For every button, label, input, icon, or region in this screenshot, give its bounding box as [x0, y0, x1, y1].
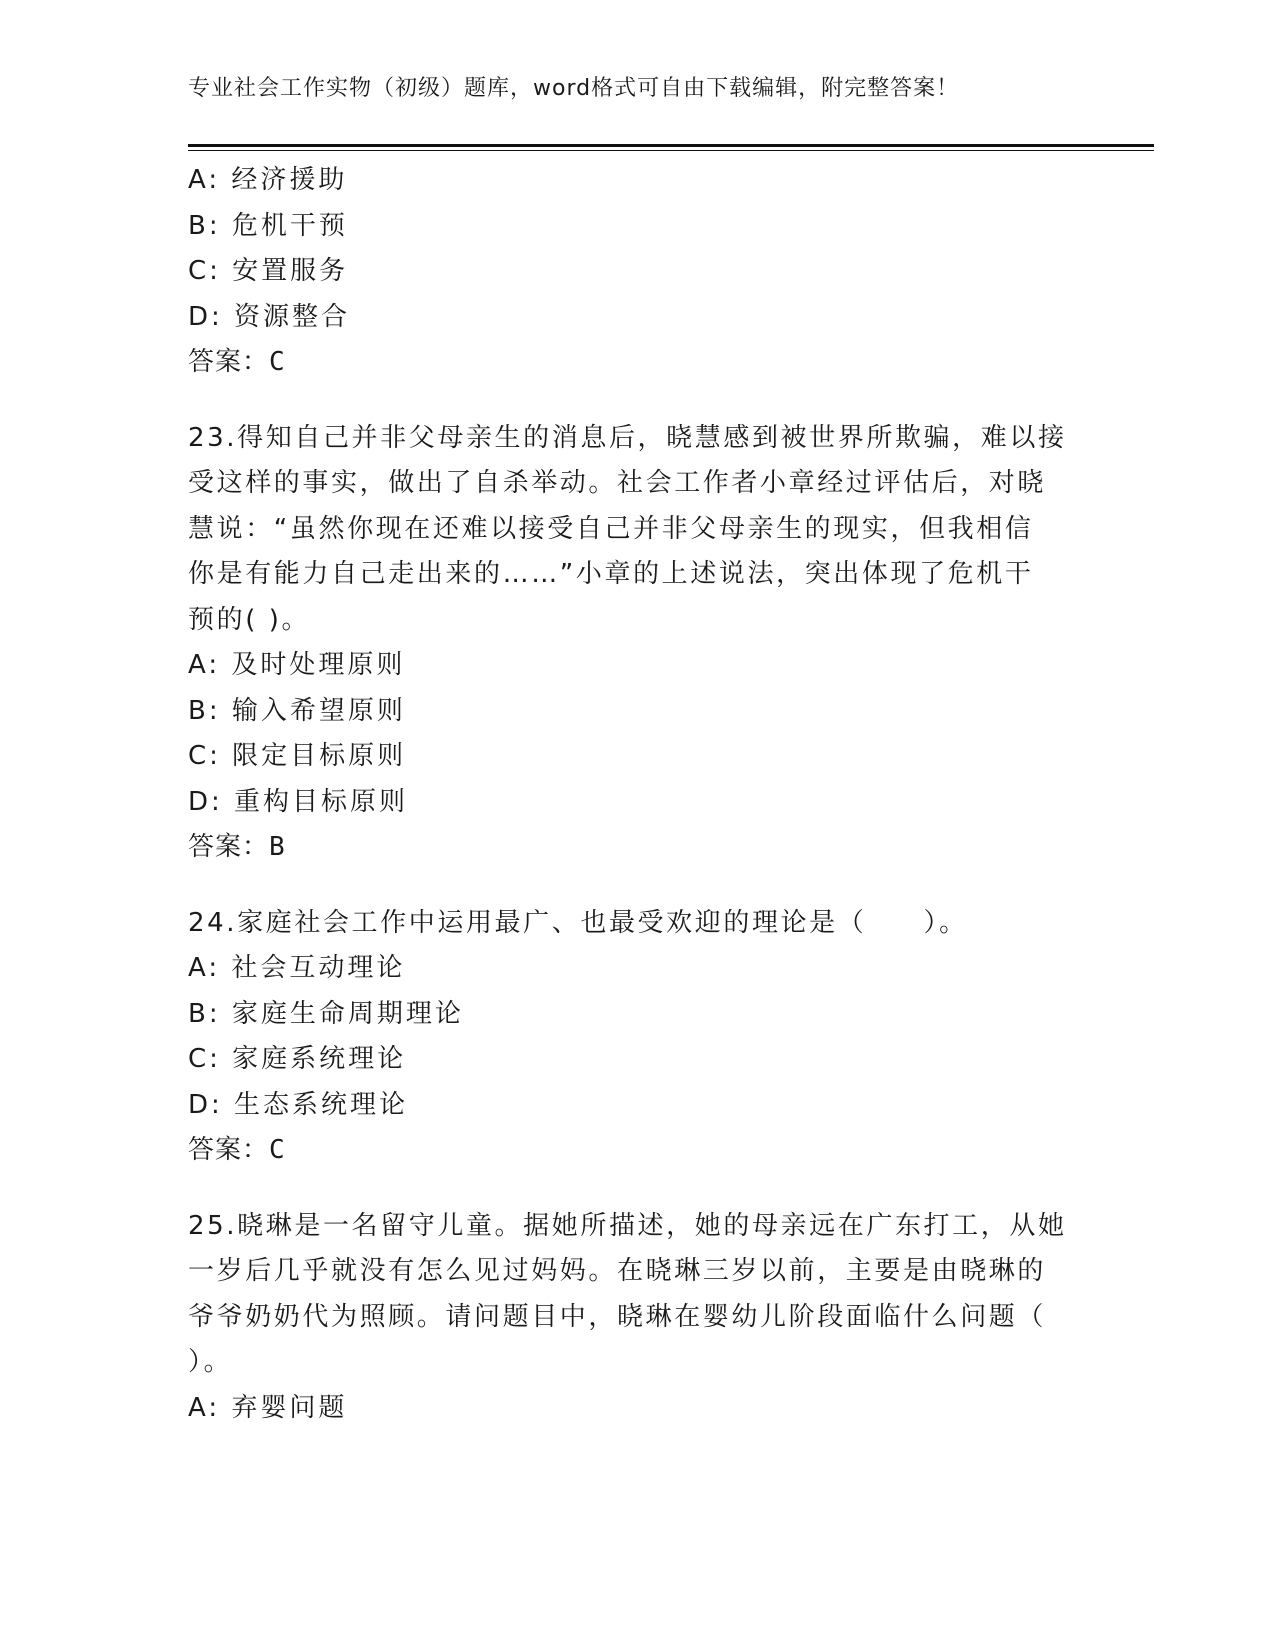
- answer-value: B: [269, 832, 286, 862]
- option-c: C: 限定目标原则: [188, 741, 407, 771]
- option-d: D: 重构目标原则: [188, 786, 409, 817]
- option-c: C: 安置服务: [188, 256, 349, 286]
- question-25: [188, 1204, 1088, 1432]
- option-a: A: 及时处理原则: [188, 650, 406, 680]
- stem-line: 24.家庭社会工作中运用最广、也最受欢迎的理论是（ ）。: [188, 907, 968, 938]
- option-b: B: 危机干预: [188, 210, 348, 241]
- page-header: 专业社会工作实物（初级）题库，word格式可自由下载编辑，附完整答案！: [188, 76, 960, 101]
- answer-line: [188, 340, 1088, 386]
- question-list: [188, 158, 1088, 1431]
- answer-label: 答案：: [188, 347, 270, 377]
- stem-line: 25.晓琳是一名留守儿童。据她所描述，她的母亲远在广东打工，从她: [188, 1210, 1067, 1241]
- question-22: [188, 158, 1088, 386]
- question-stem: [188, 416, 1088, 644]
- option-a: A: 经济援助: [188, 165, 348, 195]
- stem-line: 慧说：“虽然你现在还难以接受自己并非父母亲生的现实，但我相信: [188, 513, 1034, 544]
- question-23: [188, 416, 1088, 871]
- answer-label: 答案：: [188, 1135, 270, 1165]
- option-a: A: 弃婴问题: [188, 1392, 348, 1423]
- question-24: [188, 901, 1088, 1174]
- answer-value: C: [269, 1135, 286, 1165]
- answer-label: 答案：: [188, 832, 270, 862]
- question-stem: [188, 1204, 1088, 1386]
- option-d: D: 生态系统理论: [188, 1089, 409, 1120]
- option-b: B: 家庭生命周期理论: [188, 998, 464, 1029]
- answer-value: C: [269, 347, 286, 377]
- option-b: B: 输入希望原则: [188, 695, 406, 726]
- option-c: C: 家庭系统理论: [188, 1044, 407, 1074]
- header-divider: [188, 144, 1154, 151]
- answer-line: [188, 1128, 1088, 1174]
- stem-line: 爷爷奶奶代为照顾。请问题目中，晓琳在婴幼儿阶段面临什么问题（: [188, 1301, 1047, 1332]
- stem-line: 受这样的事实，做出了自杀举动。社会工作者小章经过评估后，对晓: [188, 468, 1047, 498]
- question-stem: [188, 901, 1088, 947]
- stem-line: 预的( )。: [188, 604, 311, 635]
- option-a: A: 社会互动理论: [188, 953, 406, 983]
- answer-line: [188, 825, 1088, 871]
- option-d: D: 资源整合: [188, 301, 351, 332]
- stem-line: 23.得知自己并非父母亲生的消息后，晓慧感到被世界所欺骗，难以接: [188, 422, 1067, 453]
- stem-line: ）。: [188, 1347, 233, 1377]
- stem-line: 一岁后几乎就没有怎么见过妈妈。在晓琳三岁以前，主要是由晓琳的: [188, 1256, 1047, 1286]
- stem-line: 你是有能力自己走出来的……”小章的上述说法，突出体现了危机干: [188, 559, 1034, 589]
